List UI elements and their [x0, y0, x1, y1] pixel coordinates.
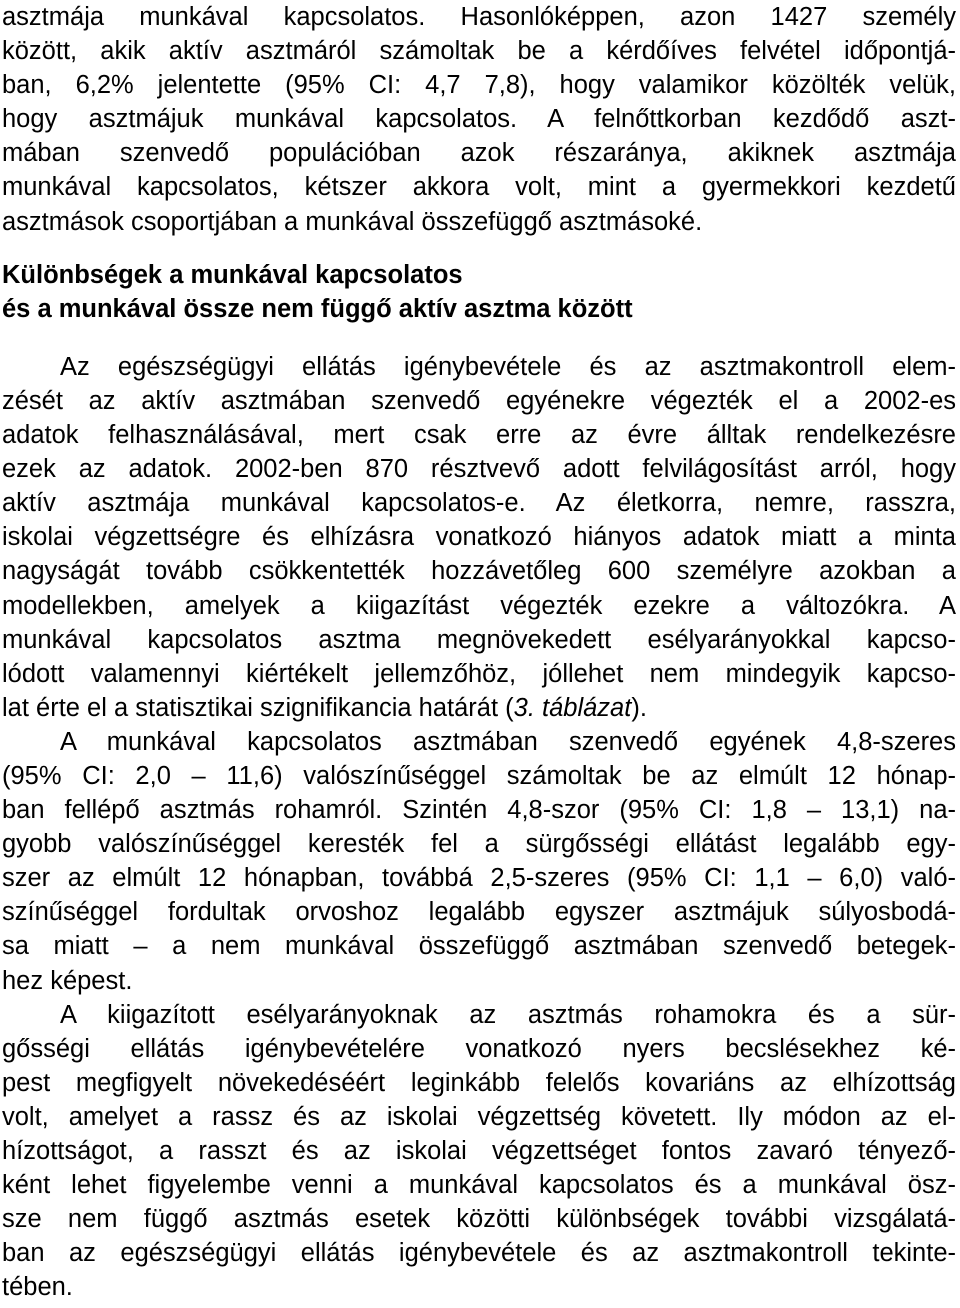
text-line: aktív asztmája munkával kapcsolatos-e. Az életkorra, nemre, rasszra, — [2, 489, 956, 518]
table-reference: 3. táblázat — [513, 693, 632, 722]
text-line — [2, 691, 956, 725]
text-line: zését az aktív asztmában szenvedő egyénekre végezték el a 2002-es — [2, 386, 956, 415]
heading-line: Különbségek a munkával kapcsolatos — [2, 260, 463, 289]
text-line: adatok felhasználásával, mert csak erre az évre álltak rendelkezésre — [2, 421, 956, 450]
text-fragment: ). — [631, 693, 647, 722]
text-line: ban az egészségügyi ellátás igénybevétele és az asztmakontroll tekinte- — [2, 1239, 956, 1268]
text-line: színűséggel fordultak orvoshoz legalább egyszer asztmájuk súlyosbodá- — [2, 898, 956, 927]
text-line: munkával kapcsolatos, kétszer akkora volt, mint a gyermekkori kezdetű — [2, 173, 956, 202]
text-fragment: lat érte el a statisztikai szignifikancia határát ( — [2, 693, 514, 722]
text-line: iskolai végzettségre és elhízásra vonatkozó hiányos adatok miatt a minta — [2, 523, 956, 552]
text-line: Az egészségügyi ellátás igénybevétele és az asztmakontroll elem- — [60, 352, 956, 381]
paragraph — [2, 350, 956, 725]
text-line: asztmája munkával kapcsolatos. Hasonlóképpen, azon 1427 személy — [2, 3, 956, 31]
text-line: tében. — [2, 1273, 73, 1302]
heading-line: és a munkával össze nem függő aktív asztma között — [2, 294, 633, 323]
text-line: hízottságot, a rasszt és az iskolai végzettséget fontos zavaró tényező- — [2, 1137, 956, 1165]
text-line: gősségi ellátás igénybevételére vonatkozó nyers becslésekhez ké- — [2, 1034, 956, 1063]
text-line: asztmások csoportjában a munkával összefüggő asztmásoké. — [2, 207, 703, 236]
text-line: modellekben, amelyek a kiigazítást végezték ezekre a változókra. A — [2, 591, 956, 620]
text-line: nagyságát tovább csökkentették hozzávetőleg 600 személyre azokban a — [2, 557, 956, 586]
text-line: pest megfigyelt növekedéséért leginkább felelős kovariáns az elhízottság — [2, 1068, 956, 1097]
text-line: (95% CI: 2,0 – 11,6) valószínűséggel számoltak be az elmúlt 12 hónap- — [2, 761, 956, 790]
paragraph — [2, 998, 956, 1305]
text-line: gyobb valószínűséggel keresték fel a sürgősségi ellátást legalább egy- — [2, 830, 956, 859]
text-line: A kiigazított esélyarányoknak az asztmás rohamokra és a sür- — [60, 1000, 956, 1029]
paragraph-continuation — [2, 0, 956, 239]
paragraph — [2, 725, 956, 998]
text-line: ezek az adatok. 2002-ben 870 résztvevő adott felvilágosítást arról, hogy — [2, 455, 956, 484]
text-line: sa miatt – a nem munkával összefüggő asztmában szenvedő betegek- — [2, 932, 956, 961]
text-line: ban, 6,2% jelentette (95% CI: 4,7 7,8), hogy valamikor közölték velük, — [2, 71, 956, 100]
text-line: között, akik aktív asztmáról számoltak be a kérdőíves felvétel időpontjá- — [2, 37, 956, 66]
text-line: A munkával kapcsolatos asztmában szenvedő egyének 4,8-szeres — [60, 727, 956, 756]
section-heading — [2, 258, 956, 326]
text-line: ként lehet figyelembe venni a munkával kapcsolatos és a munkával ösz- — [2, 1171, 956, 1200]
text-line: ban fellépő asztmás rohamról. Szintén 4,8-szor (95% CI: 1,8 – 13,1) na- — [2, 796, 956, 825]
text-line: szer az elmúlt 12 hónapban, továbbá 2,5-szeres (95% CI: 1,1 – 6,0) való- — [2, 864, 956, 893]
text-line: mában szenvedő populációban azok részaránya, akiknek asztmája — [2, 139, 956, 168]
text-line: lódott valamennyi kiértékelt jellemzőhöz, jóllehet nem mindegyik kapcso- — [2, 659, 956, 688]
text-line: sze nem függő asztmás esetek közötti különbségek további vizsgálatá- — [2, 1205, 956, 1234]
text-line: volt, amelyet a rassz és az iskolai végzettség követett. Ily módon az el- — [2, 1102, 956, 1131]
text-line: munkával kapcsolatos asztma megnövekedett esélyarányokkal kapcso- — [2, 625, 956, 654]
text-line: hez képest. — [2, 966, 133, 995]
text-line: hogy asztmájuk munkával kapcsolatos. A felnőttkorban kezdődő aszt- — [2, 105, 956, 134]
